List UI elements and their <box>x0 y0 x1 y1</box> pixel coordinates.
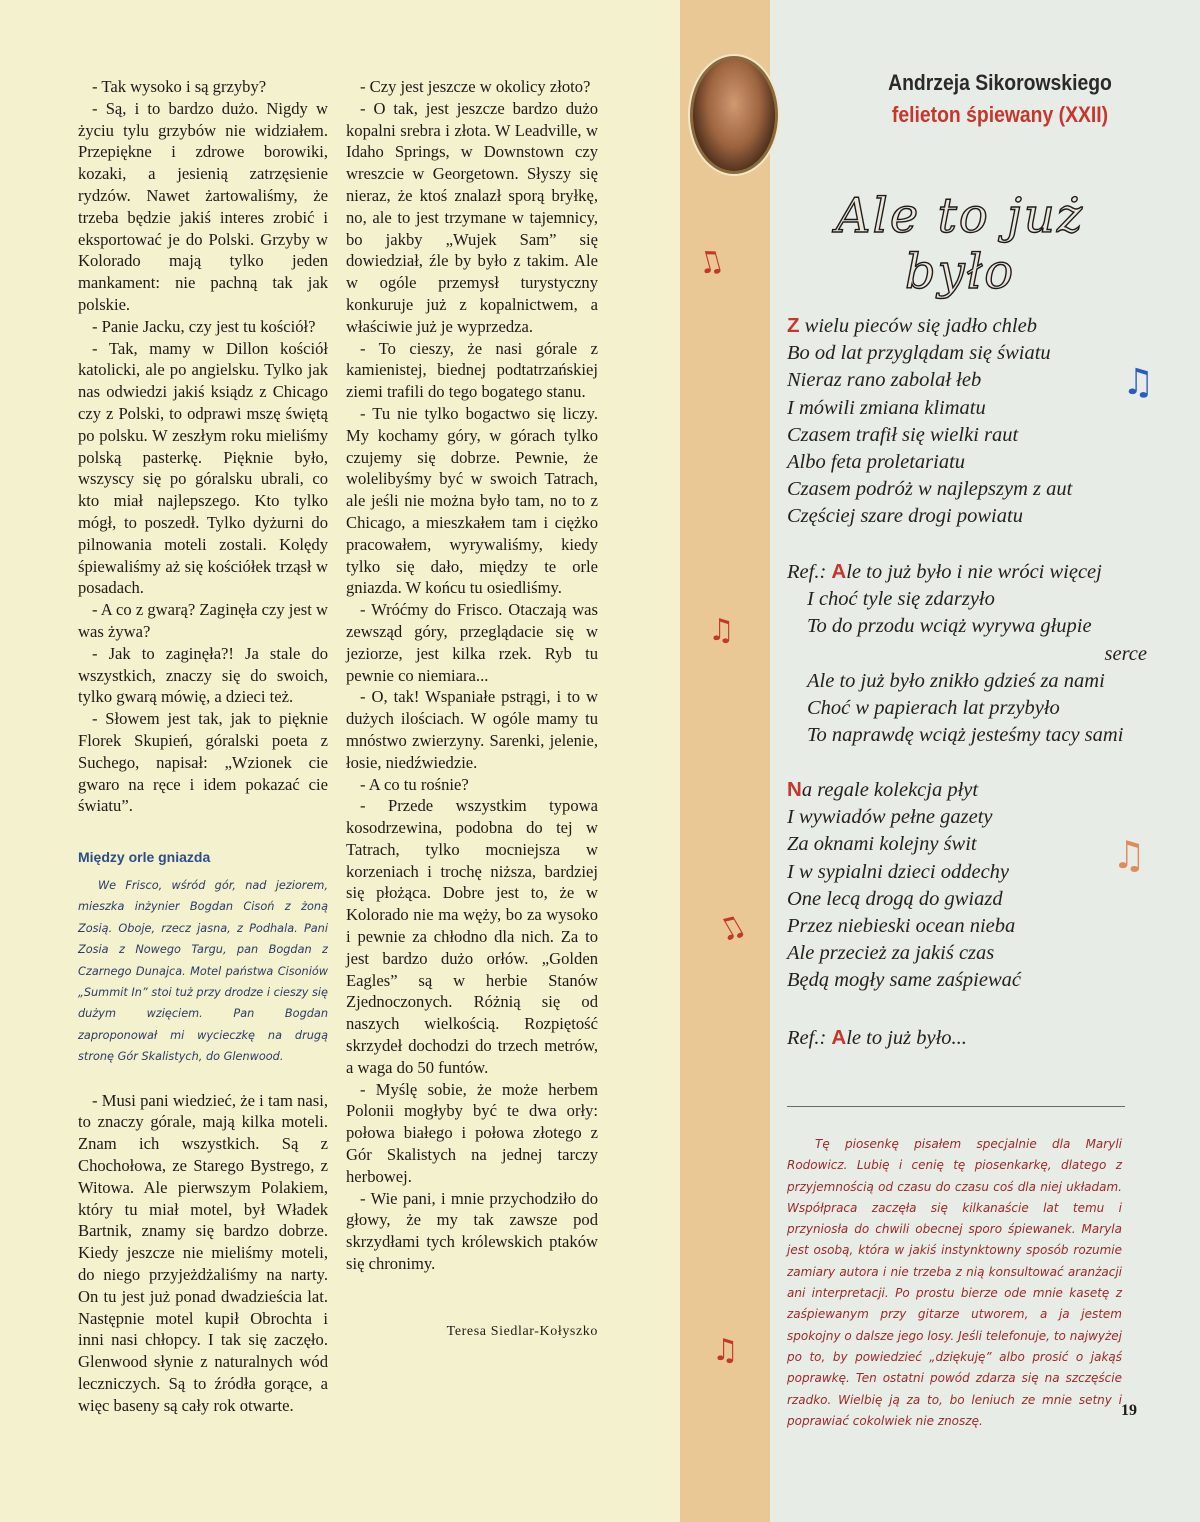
song-title: Ale to już było <box>835 188 1085 300</box>
divider <box>787 1106 1125 1107</box>
paragraph: - Tak wysoko i są grzyby? <box>92 77 267 96</box>
lyric-line: I wywiadów pełne gazety <box>787 806 993 829</box>
lyric-line: Nieraz rano zabolał łeb <box>787 369 982 392</box>
music-note-icon: ♫ <box>692 242 728 283</box>
lyric-line: To naprawdę wciąż jesteśmy tacy sami <box>807 724 1124 747</box>
author-portrait <box>690 56 778 174</box>
refrain <box>787 558 1147 749</box>
paragraph: - O tak, jest jeszcze bardzo dużo kopalni srebra i złota. W Leadville, w Idaho Springs, w Downstown czy wreszcie w Georgetown. Słyszy się nieraz, że ktoś znalazł sporą bryłkę, no, ale to jest trzymane w tajemnicy, bo jakby „Wujek Sam” się dowiedział, źle by było z takim. Ale w ogóle przemysł turystyczny konkuruje już z kopalnictwem, a właściwie już je wyprzedza. <box>346 98 598 336</box>
page-number: 19 <box>1121 1402 1137 1419</box>
lyric-line: Choć w papierach lat przybyło <box>807 697 1060 720</box>
lyric-line: One lecą drogą do gwiazd <box>787 887 1003 910</box>
author-signature: Teresa Siedlar-Kołyszko <box>446 1323 598 1339</box>
paragraph: - Słowem jest tak, jak to pięknie Florek Skupień, góralski poeta z Suchego, napisał: „Wzionek cie gwaro na ręce i idem pokazać cie światu”. <box>78 709 328 816</box>
drop-initial: A <box>831 560 847 583</box>
paragraph: - Jak to zaginęła?! Ja stale do wszystkich, znaczy się do swoich, tylko gwarą mówię, a dzieci też. <box>78 643 328 707</box>
lyric-line: I mówili zmiana klimatu <box>787 396 986 419</box>
paragraph: - Wróćmy do Frisco. Otaczają was zewsząd góry, przeglądacie się w jeziorze, jest kilka rzek. Ryb tu pewnie co niemiara... <box>346 600 598 685</box>
paragraph: - Musi pani wiedzieć, że i tam nasi, to znaczy górale, mają kilka moteli. Znam ich wszystkich. Są z Chochołowa, ze Starego Bystrego, z Witowa. Ale pierwszym Polakiem, który tu miał motel, był Władek Bartnik, znamy się bardzo dobrze. Kiedy jeszcze nie mieliśmy moteli, do niego przyjeżdżaliśmy na narty. On tu jest już ponad dwadzieścia lat. Następnie motel kupił Obrochta i inni nasi chłopcy. I tak się zaczęło. Glenwood słynie z naturalnych wód leczniczych. Są to źródła gorące, a więc baseny są cały rok otwarte. <box>78 1090 328 1415</box>
paragraph: - Panie Jacku, czy jest tu kościół? <box>92 316 316 336</box>
paragraph: - O, tak! Wspaniałe pstrągi, i to w dużych ilościach. W ogóle mamy tu mnóstwo zwierzyny. Sarenki, jelenie, łosie, niedźwiedzie. <box>346 687 598 772</box>
lyric-line: Albo feta proletariatu <box>787 451 966 474</box>
refrain-short <box>787 1024 1147 1052</box>
paragraph: - A co z gwarą? Zaginęła czy jest w was żywa? <box>78 600 328 641</box>
verse-1 <box>787 312 1147 531</box>
column-series: felieton śpiewany (XXII) <box>891 102 1109 127</box>
section-heading: Między orle gniazda <box>78 849 211 866</box>
paragraph: - To cieszy, że nasi górale z kamienistej, biednej podtatrzańskiej ziemi trafili do tego bogatego stanu. <box>346 338 598 402</box>
paragraph: - Przede wszystkim typowa kosodrzewina, podobna do tej w Tatrach, tylko mocniejsza w korzeniach i trochę niższa, bardziej się płożąca. Dobre jest to, że w Kolorado nie ma węży, bo za wysoko i pewnie za chłodno dla nich. Za to jest bardzo dużo orłów. „Golden Eagles” są w herbie Stanów Zjednoczonych. Różnią się od naszych wielkością. Rozpiętość skrzydeł dochodzi do trzech metrów, a waga do 50 funtów. <box>346 796 598 1077</box>
lyric-line: Częściej szare drogi powiatu <box>787 505 1023 528</box>
author-note: Tę piosenkę pisałem specjalnie dla Maryli Rodowicz. Lubię i cenię tę piosenkarkę, dlatego z przyjemnością od czasu do czasu coś dla niej układam. Współpraca zaczęła się kilkanaście lat temu i przyniosła do chwili obecnej sporo śpiewanek. Maryla jest osobą, która w jakiś instynktowny sposób rozumie zamiary autora i nie trzeba z nią konsultować aranżacji ani interpretacji. Po prostu bierze ode mnie kasetę z zaśpiewanym przy gitarze utworem, a ja jestem spokojny o dalsze jego losy. Jeśli telefonuje, to najwyżej po to, by powiedzieć „dziękuję” albo prosić o jakąś poprawkę. Ten ostatni powód zdarza się na szczęście rzadko. Wielbię ją za to, bo leniuch ze mnie setny i poprawiać cokolwiek nie znoszę. <box>787 1137 1122 1428</box>
drop-initial: N <box>787 778 802 801</box>
paragraph: - Wie pani, i mnie przychodziło do głowy, że my tak zawsze pod skrzydłami tych królewskich ptaków się chronimy. <box>346 1188 598 1274</box>
section-intro: We Frisco, wśród gór, nad jeziorem, mieszka inżynier Bogdan Cisoń z żoną Zosią. Oboje, rzecz jasna, z Podhala. Pani Zosia z Nowego Targu, pan Bogdan z Czarnego Dunajca. Motel państwa Cisoniów „Summit In” stoi tuż przy drodze i cieszy się dużym wzięciem. Pan Bogdan zaproponował mi wycieczkę na drugą stronę Gór Skalistych, do Glenwood. <box>78 878 328 1064</box>
paragraph: - Myślę sobie, że może herbem Polonii mogłyby być te dwa orły: połowa białego i połowa złotego z Gór Skalistych na jednej tarczy herbowej. <box>346 1079 598 1186</box>
music-note-icon: ♫ <box>1122 362 1155 403</box>
lyric-line: Ref.: Ale to już było... <box>787 1026 967 1049</box>
lyric-line: Z wielu pieców się jadło chleb <box>787 314 1037 337</box>
lyric-line: Ale przecież za jakiś czas <box>787 942 995 965</box>
lyric-line: Ale to już było znikło gdzieś za nami <box>807 669 1105 692</box>
music-note-icon: ♫ <box>1112 833 1147 877</box>
lyric-line: Bo od lat przyglądam się światu <box>787 342 1051 365</box>
paragraph: - A co tu rośnie? <box>360 774 469 794</box>
drop-initial: Z <box>787 314 800 337</box>
paragraph: - Czy jest jeszcze w okolicy złoto? <box>360 77 591 96</box>
column-author: Andrzeja Sikorowskiego <box>888 70 1112 95</box>
article-column-2 <box>346 76 598 1343</box>
lyric-line: Będą mogły same zaśpiewać <box>787 969 1021 992</box>
music-note-icon: ♫ <box>710 906 752 951</box>
lyric-line: I choć tyle się zdarzyło <box>807 588 995 611</box>
lyric-line: Czasem podróż w najlepszym z aut <box>787 478 1073 501</box>
lyric-line: serce <box>1104 642 1147 665</box>
paragraph: - Tu nie tylko bogactwo się liczy. My kochamy góry, w górach tylko czujemy się dobrze. Pewnie, że wolelibyśmy być w swoich Tatrach, ale jeśli nie można było tam, no to z Chicago, a mieszkałem tam i ciężko pracowałem, wyrywaliśmy, kiedy tylko się dało, między te orle gniazda. W końcu tu osiedliśmy. <box>346 403 598 598</box>
music-note-icon: ♫ <box>712 1333 739 1368</box>
drop-initial: A <box>831 1026 847 1049</box>
lyric-line: Na regale kolekcja płyt <box>787 778 979 801</box>
verse-2 <box>787 776 1147 995</box>
article-column-1 <box>78 76 328 1417</box>
lyric-line: Czasem trafił się wielki raut <box>787 423 1019 446</box>
paragraph: - Tak, mamy w Dillon kościół katolicki, ale po angielsku. Tylko jak nas odwiedzi jakiś ksiądz z Chicago czy z Polski, to odprawi mszę świętą po polsku. W zeszłym roku mieliśmy polską pasterkę. Pięknie było, wszyscy się po góralsku ubrali, co kto miał najlepszego. Kto tylko mógł, to poszedł. Tylko dyżurni do pilnowania moteli zostali. Kolędy śpiewaliśmy aż się kościółek trząsł w posadach. <box>78 338 328 598</box>
lyric-line: Ref.: Ale to już było i nie wróci więcej <box>787 560 1102 583</box>
lyric-line: I w sypialni dzieci oddechy <box>787 860 1010 883</box>
center-stripe <box>680 0 770 1522</box>
lyric-line: To do przodu wciąż wyrywa głupie <box>807 615 1092 638</box>
paragraph: - Są, i to bardzo dużo. Nigdy w życiu tylu grzybów nie widziałem. Przepiękne i zdrowe borowiki, kozaki, a jesienią zatrzęsienie rydzów. Nawet żartowaliśmy, że trzeba będzie jakiś interes zrobić i eksportować je do Polski. Grzyby w Kolorado mają tylko jeden mankament: nie pachną tak jak polskie. <box>78 98 328 314</box>
lyric-line: Przez niebieski ocean nieba <box>787 915 1016 938</box>
music-note-icon: ♫ <box>708 613 735 648</box>
lyric-line: Za oknami kolejny świt <box>787 833 977 856</box>
